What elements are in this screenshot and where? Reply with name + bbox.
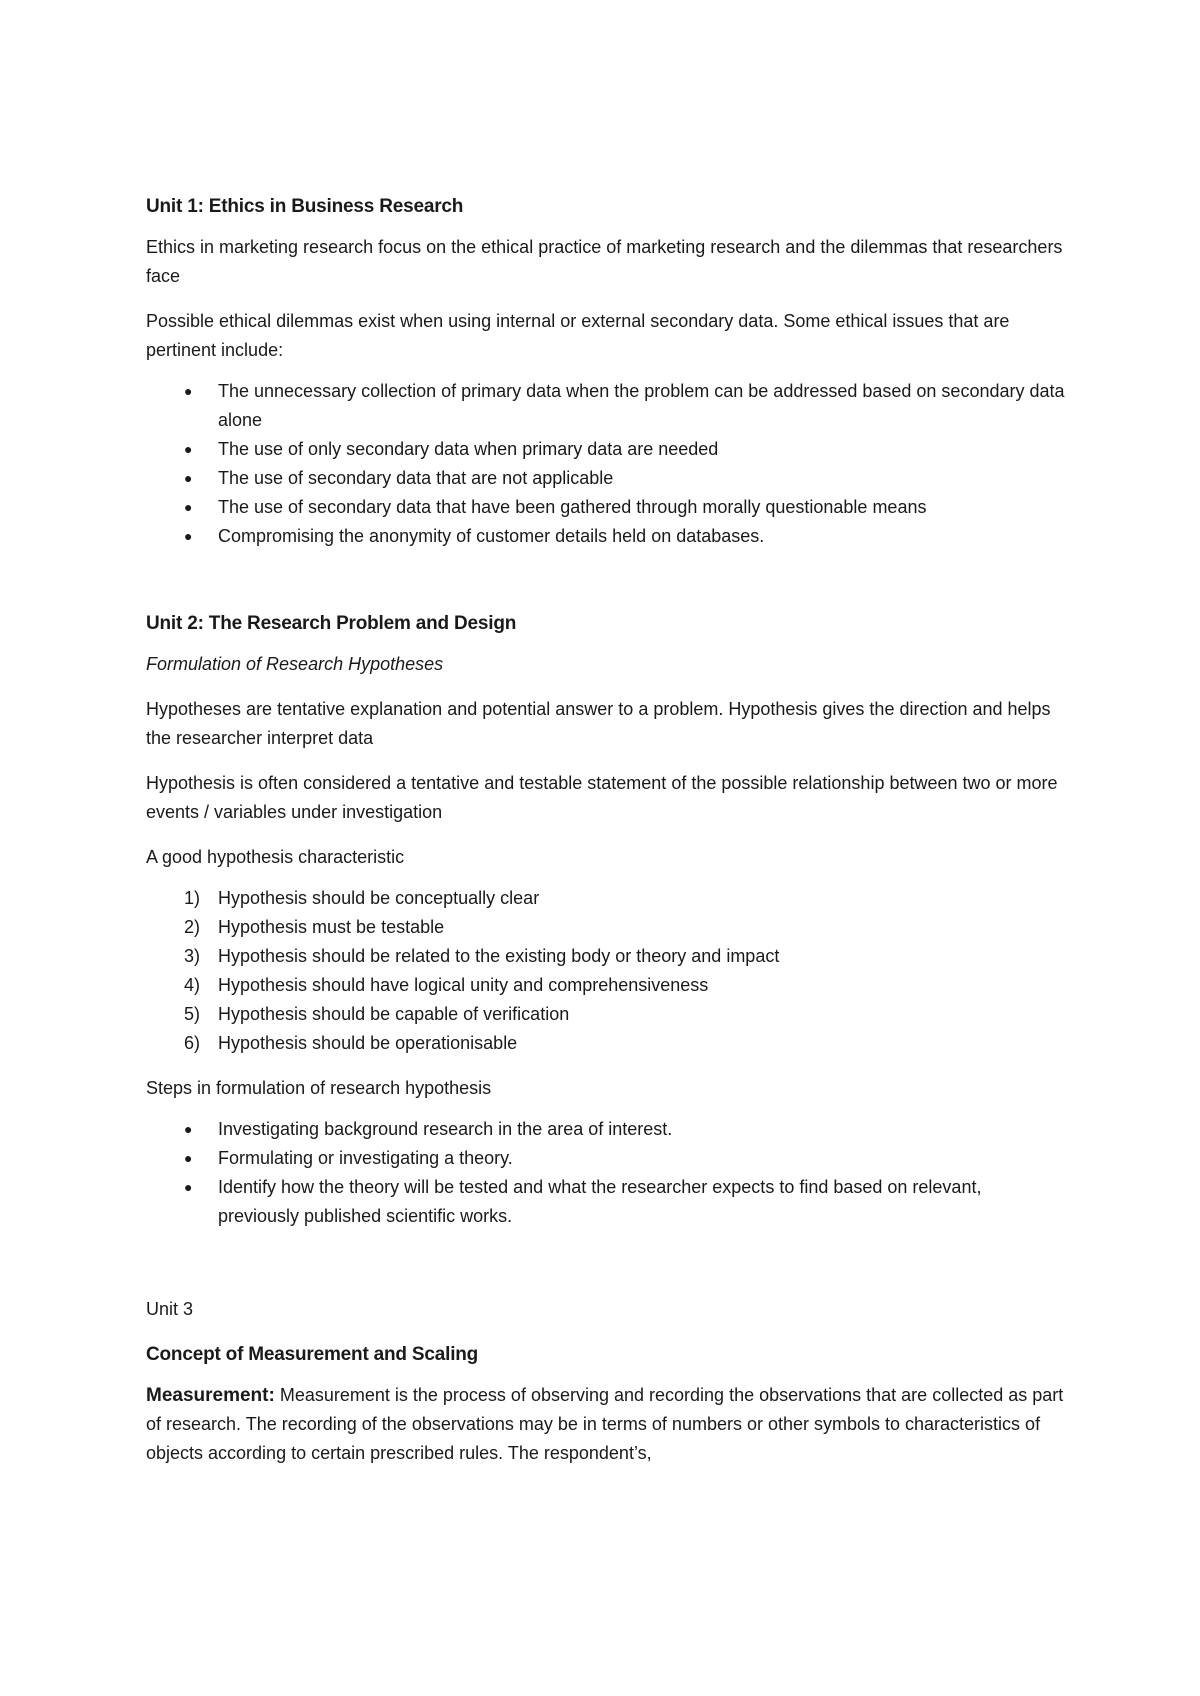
list-item: [146, 1173, 1066, 1231]
list-item-text: Identify how the theory will be tested and what the researcher expects to find based on relevant, previously published scientific works.: [218, 1177, 982, 1226]
list-item-text: Hypothesis should be conceptually clear: [218, 888, 540, 908]
list-item-text: Compromising the anonymity of customer details held on databases.: [218, 526, 765, 546]
bullet-icon: ●: [184, 528, 193, 544]
unit3-label: Unit 3: [146, 1299, 194, 1319]
unit2-paragraph-3: A good hypothesis characteristic: [146, 847, 405, 867]
list-item: [146, 884, 1066, 913]
unit2-paragraph-2: Hypothesis is often considered a tentative and testable statement of the possible relationship between two or more events / variables under investigation: [146, 773, 1058, 822]
list-item-text: Hypothesis should be capable of verification: [218, 1004, 570, 1024]
document-page: [146, 192, 1066, 1484]
list-item-text: Hypothesis must be testable: [218, 917, 445, 937]
list-item-text: The use of secondary data that are not applicable: [218, 468, 614, 488]
unit2-numbered-list: [146, 884, 1066, 1058]
unit2-steps-list: [146, 1115, 1066, 1231]
list-item-text: Hypothesis should be operationisable: [218, 1033, 518, 1053]
list-item-text: Investigating background research in the area of interest.: [218, 1119, 673, 1139]
unit1-heading: Unit 1: Ethics in Business Research: [146, 196, 464, 217]
unit3-paragraph-1: [146, 1381, 1066, 1468]
list-item: [146, 493, 1066, 522]
list-number: 1): [184, 888, 201, 908]
list-item: [146, 1029, 1066, 1058]
list-item: [146, 377, 1066, 435]
list-item: [146, 942, 1066, 971]
unit1-bullet-list: [146, 377, 1066, 551]
list-number: 4): [184, 975, 201, 995]
bullet-icon: ●: [184, 1179, 193, 1195]
list-item: [146, 913, 1066, 942]
unit1-paragraph-1: Ethics in marketing research focus on the ethical practice of marketing research and the dilemmas that researchers face: [146, 237, 1063, 286]
list-item: [146, 971, 1066, 1000]
list-item: [146, 522, 1066, 551]
bullet-icon: ●: [184, 499, 193, 515]
list-item: [146, 464, 1066, 493]
unit2-heading: Unit 2: The Research Problem and Design: [146, 613, 517, 634]
list-item: [146, 1000, 1066, 1029]
list-item-text: The use of only secondary data when primary data are needed: [218, 439, 719, 459]
unit3-heading: Concept of Measurement and Scaling: [146, 1344, 479, 1365]
bullet-icon: ●: [184, 441, 193, 457]
list-number: 5): [184, 1004, 201, 1024]
list-item-text: The unnecessary collection of primary data when the problem can be addressed based on secondary data alone: [218, 381, 1065, 430]
list-number: 2): [184, 917, 201, 937]
bullet-icon: ●: [184, 383, 193, 399]
unit2-paragraph-4: Steps in formulation of research hypothesis: [146, 1078, 492, 1098]
bullet-icon: ●: [184, 1121, 193, 1137]
unit2-subheading: Formulation of Research Hypotheses: [146, 654, 444, 674]
unit2-paragraph-1: Hypotheses are tentative explanation and potential answer to a problem. Hypothesis gives the direction and helps the researcher interpret data: [146, 699, 1051, 748]
list-item: [146, 435, 1066, 464]
list-item-text: Hypothesis should be related to the existing body or theory and impact: [218, 946, 780, 966]
list-number: 3): [184, 946, 201, 966]
bullet-icon: ●: [184, 1150, 193, 1166]
unit1-paragraph-2: Possible ethical dilemmas exist when using internal or external secondary data. Some ethical issues that are pertinent include:: [146, 311, 1010, 360]
list-item-text: The use of secondary data that have been gathered through morally questionable means: [218, 497, 927, 517]
list-item-text: Formulating or investigating a theory.: [218, 1148, 513, 1168]
list-item: [146, 1115, 1066, 1144]
measurement-term: Measurement:: [146, 1385, 275, 1406]
list-number: 6): [184, 1033, 201, 1053]
list-item: [146, 1144, 1066, 1173]
measurement-definition: Measurement is the process of observing and recording the observations that are collected as part of research. The recording of the observations may be in terms of numbers or other symbols to characteristics of objects according to certain prescribed rules. The respondent’s,: [146, 1385, 1064, 1463]
bullet-icon: ●: [184, 470, 193, 486]
list-item-text: Hypothesis should have logical unity and comprehensiveness: [218, 975, 709, 995]
